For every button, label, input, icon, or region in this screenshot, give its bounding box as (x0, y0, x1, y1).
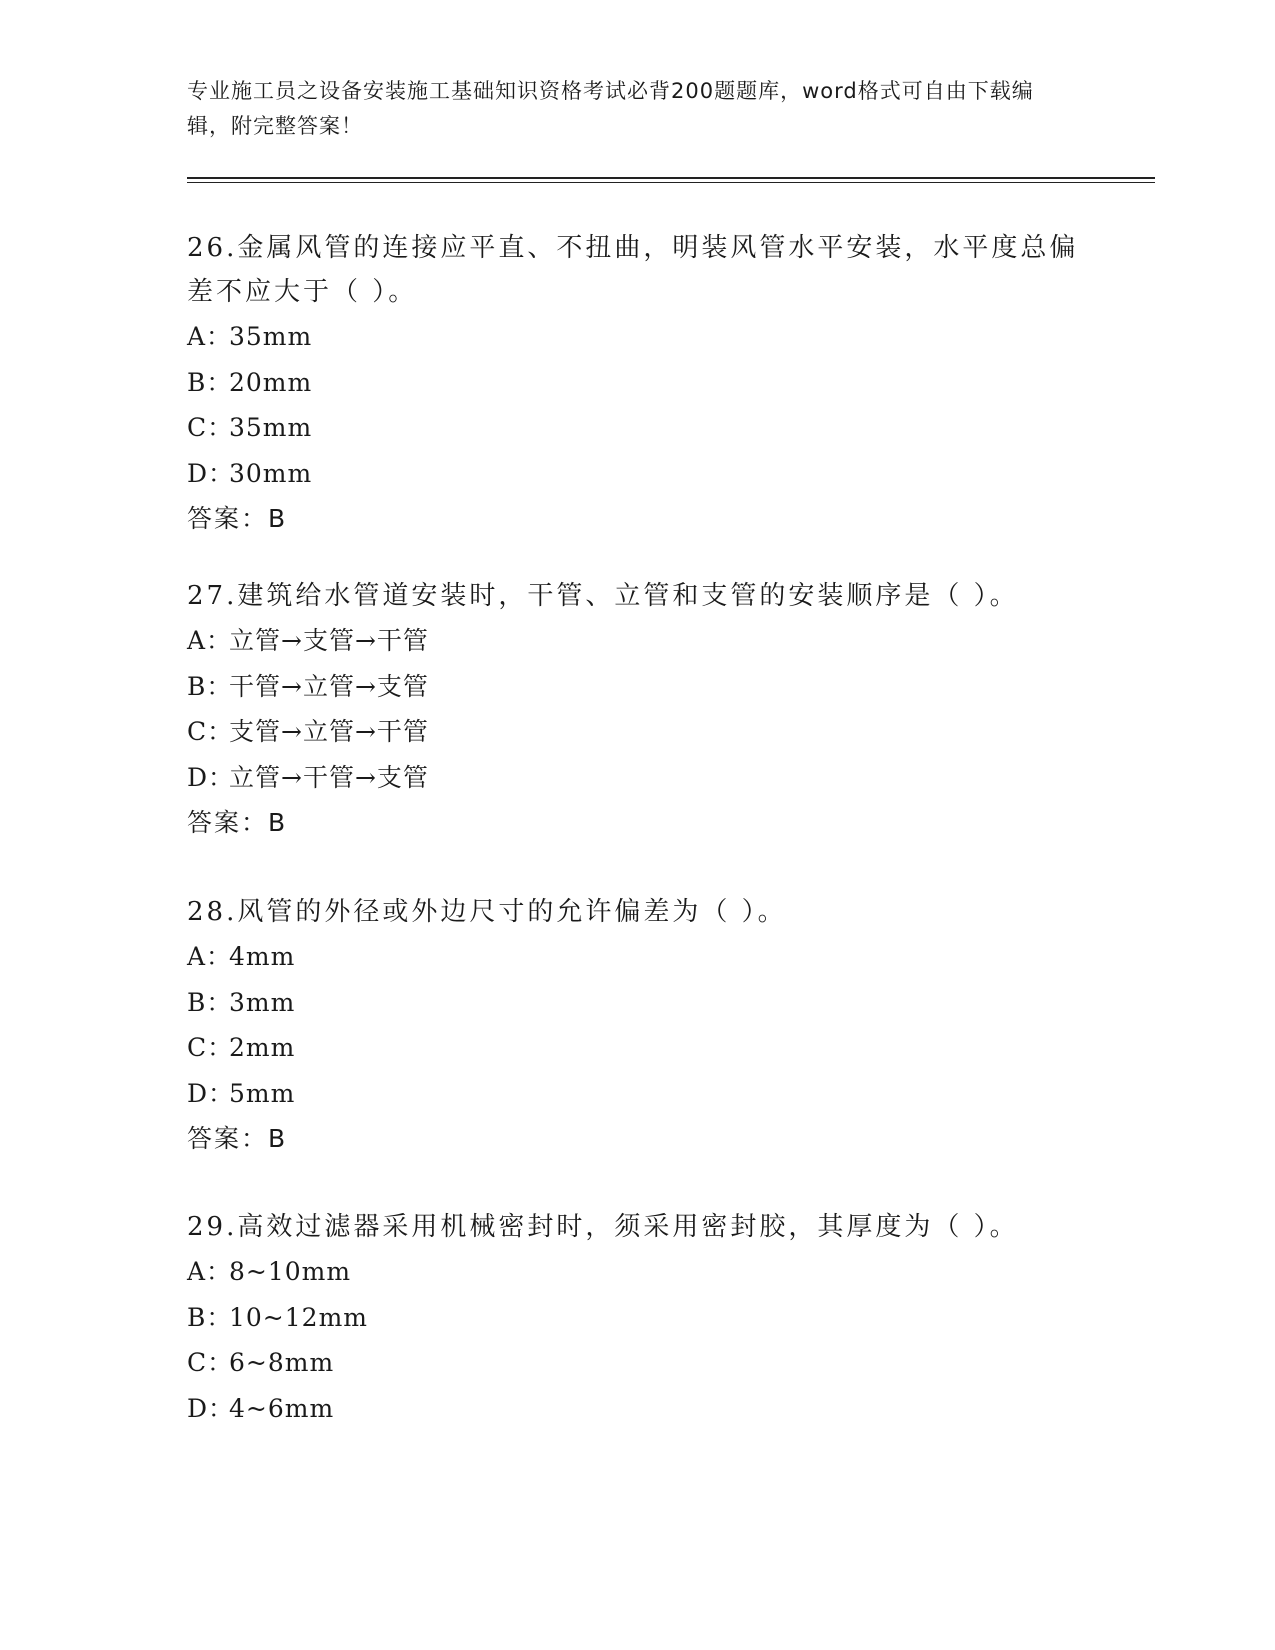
document-header: 专业施工员之设备安装施工基础知识资格考试必背200题题库，word格式可自由下载编辑，附完整答案！ (187, 79, 1034, 138)
option-letter: D： (187, 1078, 235, 1108)
option-b (187, 360, 1087, 406)
option-text: 4~6mm (229, 1393, 335, 1423)
option-a (187, 934, 1087, 980)
question-29 (187, 1205, 1087, 1431)
option-letter: A： (187, 626, 233, 655)
option-letter: C： (187, 717, 234, 746)
option-text: 干管→立管→支管 (229, 671, 429, 701)
option-c (187, 709, 1087, 755)
option-text: 30mm (229, 458, 313, 488)
option-text: 20mm (229, 367, 313, 397)
option-text: 4mm (229, 942, 296, 971)
option-c (187, 405, 1087, 451)
option-d (187, 1071, 1087, 1117)
option-d (187, 451, 1087, 497)
option-text: 35mm (229, 322, 313, 351)
option-letter: A： (187, 1257, 233, 1286)
option-d (187, 1386, 1087, 1432)
answer-value: B (268, 504, 288, 533)
option-list (187, 934, 1087, 1116)
option-letter: C： (187, 1033, 234, 1062)
answer-line (187, 496, 1087, 541)
option-letter: D： (187, 1393, 235, 1423)
option-list (187, 1249, 1087, 1431)
question-26 (187, 226, 1087, 541)
option-a (187, 1249, 1087, 1295)
option-c (187, 1340, 1087, 1386)
option-list (187, 618, 1087, 800)
option-text: 支管→立管→干管 (229, 717, 429, 746)
option-list (187, 314, 1087, 496)
option-letter: D： (187, 458, 235, 488)
answer-line (187, 800, 1087, 845)
option-text: 35mm (229, 413, 313, 442)
option-letter: D： (187, 762, 235, 792)
question-stem: 27.建筑给水管道安装时，干管、立管和支管的安装顺序是（ ）。 (187, 581, 1019, 611)
answer-value: B (268, 808, 288, 837)
option-text: 立管→干管→支管 (229, 762, 429, 792)
option-letter: B： (187, 987, 233, 1017)
option-text: 5mm (229, 1078, 296, 1108)
option-d (187, 755, 1087, 801)
answer-label: 答案： (187, 808, 269, 837)
option-text: 立管→支管→干管 (229, 626, 429, 655)
header-divider-thin (187, 182, 1155, 183)
question-stem: 29.高效过滤器采用机械密封时，须采用密封胶，其厚度为（ ）。 (187, 1212, 1019, 1242)
question-stem: 26.金属风管的连接应平直、不扭曲，明装风管水平安装，水平度总偏差不应大于（ ）。 (187, 233, 1079, 307)
option-a (187, 314, 1087, 360)
question-28 (187, 890, 1087, 1161)
option-b (187, 1295, 1087, 1341)
answer-value: B (268, 1124, 288, 1153)
option-a (187, 618, 1087, 664)
question-27 (187, 574, 1087, 845)
option-letter: B： (187, 671, 233, 701)
option-text: 2mm (229, 1033, 296, 1062)
option-letter: C： (187, 413, 234, 442)
option-text: 6~8mm (229, 1348, 335, 1377)
answer-label: 答案： (187, 504, 269, 533)
answer-line (187, 1116, 1087, 1161)
option-letter: C： (187, 1348, 234, 1377)
option-letter: B： (187, 367, 233, 397)
option-b (187, 664, 1087, 710)
option-text: 3mm (229, 987, 296, 1017)
option-c (187, 1025, 1087, 1071)
option-letter: A： (187, 322, 233, 351)
header-divider-thick (187, 177, 1155, 179)
option-letter: A： (187, 942, 233, 971)
option-letter: B： (187, 1302, 233, 1332)
question-stem: 28.风管的外径或外边尺寸的允许偏差为（ ）。 (187, 897, 787, 927)
option-text: 8~10mm (229, 1257, 352, 1286)
answer-label: 答案： (187, 1124, 269, 1153)
option-b (187, 980, 1087, 1026)
option-text: 10~12mm (229, 1302, 368, 1332)
